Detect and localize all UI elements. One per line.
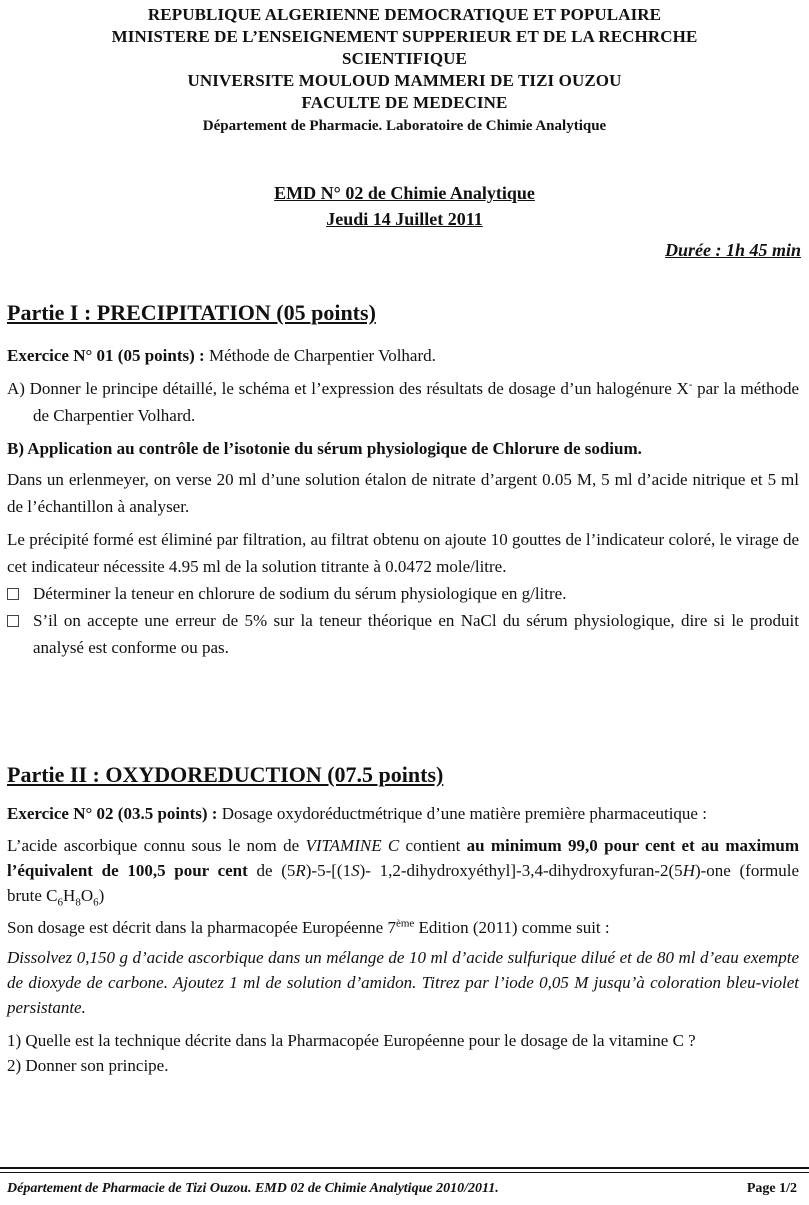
header-line: MINISTERE DE L’ENSEIGNEMENT SUPPERIEUR ET DE LA RECHRCHE: [111, 27, 698, 46]
header-line: SCIENTIFIQUE: [342, 49, 467, 68]
assay-procedure: Dissolvez 0,150 g d’acide ascorbique dans un mélange de 10 ml d’acide sulfurique dilué et de 80 ml d’eau exempte de dioxyde de carbone. Ajoutez 1 ml de solution d’amidon. Titrez par l’iode 0,05 M jusqu’à coloration bleu-violet persistante.: [7, 948, 799, 1017]
question-a-prefix: A): [7, 379, 30, 398]
exercise2-heading: [7, 802, 799, 825]
stereo-descriptor: R: [295, 861, 306, 880]
pharmacopoeia-sentence: [7, 914, 799, 941]
text-run: )-5-[(1: [305, 861, 352, 880]
footer-divider: [0, 1167, 809, 1169]
text-run: Son dosage est décrit dans la pharmacopée Européenne 7: [7, 918, 396, 937]
question-text: Donner son principe.: [25, 1056, 169, 1075]
question-b1: [7, 580, 799, 607]
text-run: Edition (2011) comme suit :: [414, 918, 610, 937]
stereo-descriptor: S: [351, 861, 360, 880]
part2-title: Partie II : OXYDOREDUCTION (07.5 points): [7, 762, 444, 787]
exercise1-subject: Méthode de Charpentier Volhard.: [204, 346, 436, 365]
question-number: 1): [7, 1031, 26, 1050]
question-a: [7, 375, 799, 429]
exercise1-heading: [7, 342, 799, 369]
formula-element: O: [80, 886, 94, 905]
header-line: REPUBLIQUE ALGERIENNE DEMOCRATIQUE ET POPULAIRE: [147, 5, 662, 24]
text-run: contient: [399, 836, 467, 855]
question-b2: [7, 607, 799, 661]
question-a-text: Donner le principe détaillé, le schéma et l’expression des résultats de dosage d’un halogénure X: [29, 379, 689, 398]
text-run: L’acide ascorbique connu sous le nom de: [7, 836, 306, 855]
formula-element: H: [63, 886, 76, 905]
formula-subscript: 6: [93, 896, 99, 909]
exercise2-subject: Dosage oxydoréductmétrique d’une matière première pharmaceutique :: [217, 804, 707, 823]
page-number: Page 1/2: [746, 1181, 797, 1196]
procedure-paragraph-1: Dans un erlenmeyer, on verse 20 ml d’une solution étalon de nitrate d’argent 0.05 M, 5 ml d’acide nitrique et 5 ml de l’échantillon à analyser.: [7, 470, 799, 516]
text-run: ): [98, 886, 105, 905]
exam-title-block: [0, 180, 809, 232]
department-line: Département de Pharmacie. Laboratoire de Chimie Analytique: [202, 118, 607, 134]
checkbox-bullet-icon: [7, 615, 19, 627]
exam-title: EMD N° 02 de Chimie Analytique: [274, 183, 535, 203]
text-run: )- 1,2-dihydroxyéthyl]-3,4-dihydroxyfuran-2(5: [359, 861, 683, 880]
part1-content: [7, 342, 799, 661]
header-line: UNIVERSITE MOULOUD MAMMERI DE TIZI OUZOU: [187, 71, 622, 90]
question-2-2: [7, 1053, 799, 1078]
vitamin-c-description: [7, 833, 799, 908]
text-run: )-one (formule brute C: [7, 861, 799, 905]
formula-subscript: 6: [57, 896, 64, 909]
footer-text: Département de Pharmacie de Tizi Ouzou. EMD 02 de Chimie Analytique 2010/2011.: [7, 1181, 499, 1196]
part2-content: [7, 802, 799, 1078]
checkbox-bullet-icon: [7, 588, 19, 600]
exam-duration: Durée : 1h 45 min: [664, 240, 801, 260]
question-2-1: [7, 1028, 799, 1053]
question-number: 2): [7, 1056, 26, 1075]
stereo-descriptor: H: [682, 861, 695, 880]
exercise1-label: Exercice N° 01 (05 points) :: [7, 346, 205, 365]
question-b1-text: Déterminer la teneur en chlorure de sodium du sérum physiologique en g/litre.: [33, 584, 567, 603]
footer-divider: [0, 1172, 809, 1173]
formula-subscript: 8: [75, 896, 81, 909]
header-line: FACULTE DE MEDECINE: [301, 93, 508, 112]
question-b2-text: S’il on accepte une erreur de 5% sur la teneur théorique en NaCl du sérum physiologique, dire si le produit analysé est conforme ou pas.: [33, 611, 799, 657]
section-b-title: B) Application au contrôle de l’isotonie du sérum physiologique de Chlorure de sodium.: [7, 439, 642, 458]
halide-charge: -: [688, 378, 693, 391]
question-text: Quelle est la technique décrite dans la Pharmacopée Européenne pour le dosage de la vitamine C ?: [25, 1031, 696, 1050]
text-run: de (5: [247, 861, 296, 880]
question-a-text-end: par la méthode de Charpentier Volhard.: [33, 379, 800, 425]
exercise2-label: Exercice N° 02 (03.5 points) :: [7, 804, 218, 823]
procedure-paragraph-2: Le précipité formé est éliminé par filtration, au filtrat obtenu on ajoute 10 gouttes de l’indicateur coloré, le virage de cet indicateur nécessite 4.95 ml de la solution titrante à 0.0472 mole/litre.: [7, 530, 799, 576]
edition-superscript: ème: [395, 917, 415, 930]
content-limits: au minimum 99,0 pour cent et au maximum l’équivalent de 100,5 pour cent: [7, 836, 799, 880]
institution-header: [0, 4, 809, 138]
vitamin-name: VITAMINE C: [305, 836, 400, 855]
part1-title: Partie I : PRECIPITATION (05 points): [7, 300, 376, 325]
exam-date: Jeudi 14 Juillet 2011: [326, 209, 483, 229]
